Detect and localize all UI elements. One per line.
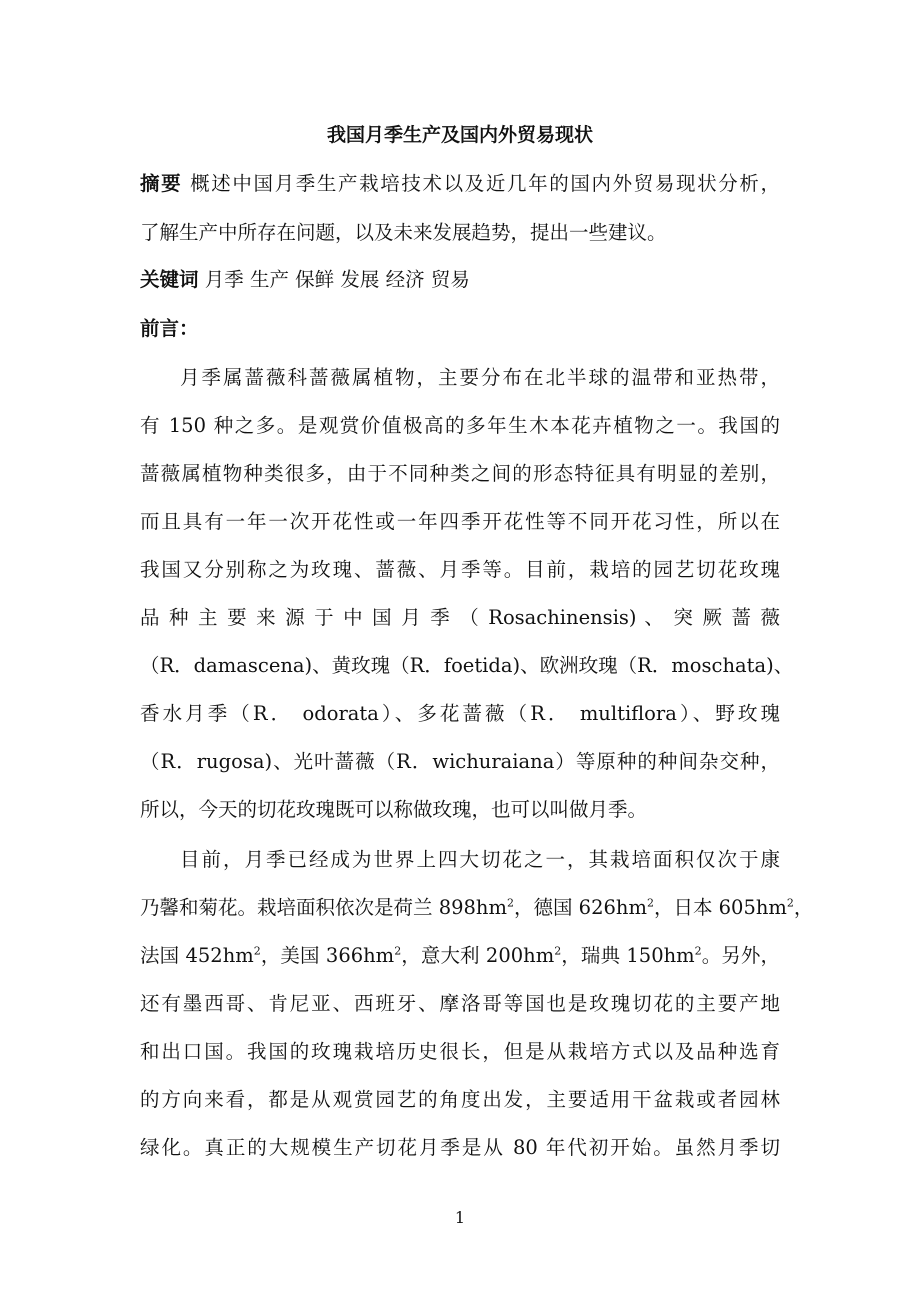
keyword-item: 生产 — [249, 268, 289, 291]
paragraph-1-line: 而且具有一年一次开花性或一年四季开花性等不同开花习性，所以在 — [140, 510, 780, 533]
paragraph-1-line: 蔷薇属植物种类很多，由于不同种类之间的形态特征具有明显的差别， — [140, 462, 780, 485]
text-run: 乃馨和菊花。栽培面积依次是荷兰 898hm — [140, 896, 507, 919]
superscript: 2 — [646, 896, 654, 910]
paragraph-1-line: 所以，今天的切花玫瑰既可以称做玫瑰，也可以叫做月季。 — [140, 798, 648, 821]
abstract-label: 摘要 — [140, 172, 183, 195]
keywords-label: 关键词 — [140, 268, 199, 291]
paragraph-1-line: 品 种 主 要 来 源 于 中 国 月 季 （ Rosachinensis) 、 突 厥 蔷 薇 — [140, 606, 780, 629]
superscript: 2 — [554, 944, 562, 958]
superscript: 2 — [506, 896, 514, 910]
superscript: 2 — [394, 944, 402, 958]
paragraph-1-line: 月季属蔷薇科蔷薇属植物，主要分布在北半球的温带和亚热带， — [180, 366, 780, 389]
text-run: ，日本 605hm — [653, 896, 787, 919]
keyword-item: 经济 — [385, 268, 425, 291]
superscript: 2 — [253, 944, 261, 958]
keyword-item: 贸易 — [430, 268, 470, 291]
paragraph-1-line: 我国又分别称之为玫瑰、蔷薇、月季等。目前，栽培的园艺切花玫瑰 — [140, 558, 780, 581]
paragraph-2-line — [140, 894, 814, 922]
paragraph-2-line: 目前，月季已经成为世界上四大切花之一，其栽培面积仅次于康 — [180, 848, 780, 871]
text-run: ，美国 366hm — [260, 944, 395, 967]
superscript: 2 — [694, 944, 702, 958]
document-title: 我国月季生产及国内外贸易现状 — [326, 124, 593, 146]
text-run: 法国 452hm — [140, 944, 254, 967]
keyword-item: 月季 — [204, 268, 244, 291]
paragraph-1-line: （R．damascena)、黄玫瑰（R．foetida)、欧洲玫瑰（R．moschata)、 — [140, 654, 794, 677]
paragraph-2-line: 和出口国。我国的玫瑰栽培历史很长，但是从栽培方式以及品种选育 — [140, 1040, 780, 1063]
keyword-item: 保鲜 — [295, 268, 335, 291]
text-run: 。另外， — [701, 944, 781, 967]
keywords-line — [140, 266, 780, 294]
paragraph-2-line: 绿化。真正的大规模生产切花月季是从 80 年代初开始。虽然月季切 — [140, 1136, 780, 1159]
paragraph-2-line: 还有墨西哥、肯尼亚、西班牙、摩洛哥等国也是玫瑰切花的主要产地 — [140, 992, 780, 1015]
paragraph-1-line: 有 150 种之多。是观赏价值极高的多年生木本花卉植物之一。我国的 — [140, 414, 780, 437]
paragraph-1-line: （R．rugosa)、光叶蔷薇（R．wichuraiana）等原种的种间杂交种， — [140, 750, 780, 773]
text-run: ，意大利 200hm — [401, 944, 555, 967]
paragraph-2-line: 的方向来看，都是从观赏园艺的角度出发，主要适用干盆栽或者园林 — [140, 1088, 780, 1111]
text-run: ， — [793, 896, 814, 919]
text-run: ，德国 626hm — [513, 896, 647, 919]
superscript: 2 — [786, 896, 794, 910]
page-number: 1 — [454, 1208, 466, 1227]
preface-heading: 前言： — [140, 317, 199, 340]
abstract-text-1: 概述中国月季生产栽培技术以及近几年的国内外贸易现状分析， — [190, 172, 780, 195]
keyword-item: 发展 — [340, 268, 380, 291]
paragraph-1-line: 香水月季（R． odorata）、多花蔷薇（R． multiflora）、野玫瑰 — [140, 702, 780, 725]
paragraph-2-line — [140, 942, 780, 970]
text-run: ，瑞典 150hm — [561, 944, 695, 967]
abstract-line-1 — [140, 170, 780, 198]
abstract-line-2: 了解生产中所存在问题，以及未来发展趋势，提出一些建议。 — [140, 221, 667, 244]
